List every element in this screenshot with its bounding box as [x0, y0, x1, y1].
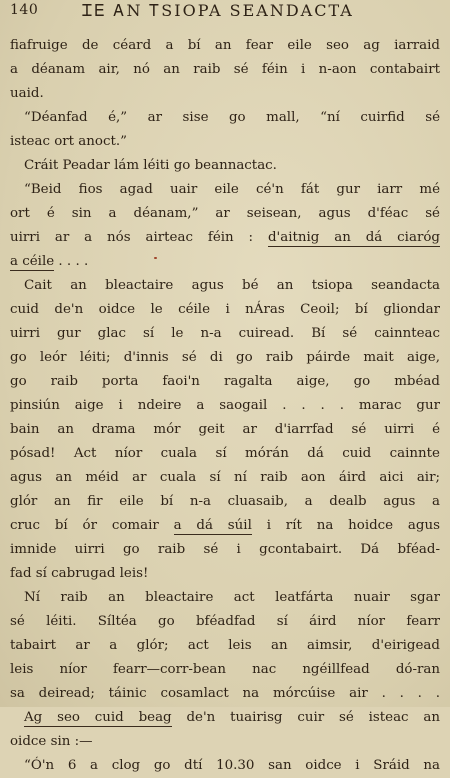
- text-line: glór an fir eile bí n-a cluasaib, a dealb agus a: [10, 494, 440, 509]
- text-line: a céile . . . .: [10, 254, 89, 269]
- underlined-phrase: a dá súil: [173, 518, 252, 533]
- text-line: oidce sin :—: [10, 734, 93, 749]
- text-line: pósad! Act níor cuala sí mórán dá cuid cainnte: [10, 446, 440, 461]
- text-line: Cráit Peadar lám léiti go beannactac.: [24, 158, 277, 173]
- text-line: go raib porta faoi'n ragalta aige, go mbéad: [10, 374, 440, 389]
- body-text: [10, 34, 440, 778]
- text-line: sa deiread; táinic cosamlact na mórcúise air . . . .: [10, 686, 440, 701]
- text-line: fiafruige de céard a bí an fear eile seo ag iarraid: [10, 38, 440, 53]
- text-line: agus an méid ar cuala sí ní raib aon áird aici air;: [10, 470, 440, 485]
- page-header: [10, 2, 438, 24]
- text-line: bain an drama mór geit ar d'iarrfad sé uirri é: [10, 422, 440, 437]
- text-line: leis níor fearr—corr-bean nac ngéillfead dó-ran: [10, 662, 440, 677]
- underlined-phrase: Ag seo cuid beag: [24, 710, 172, 725]
- text-line: fad sí cabrugad leis!: [10, 566, 149, 581]
- underlined-phrase: a céile: [10, 254, 55, 269]
- text-line: Cait an bleactaire agus bé an tsiopa seandacta: [24, 278, 440, 293]
- running-title: ᏆᎬ ᎪN ᎢSIOPA SEANDACTA: [82, 1, 354, 20]
- text-line: Ní raib an bleactaire act leatfárta nuair sgar: [24, 590, 440, 605]
- text-line: go leór léiti; d'innis sé di go raib páirde mait aige,: [10, 350, 440, 365]
- text-line: cruc bí ór comair a dá súil i rít na hoidce agus: [10, 518, 440, 533]
- text-line: “Beid fios agad uair eile cé'n fát gur iarr mé: [24, 182, 440, 197]
- text-line: sé léiti. Síltéa go bféadfad sí áird níor fearr: [10, 614, 440, 629]
- text-line: Ag seo cuid beag de'n tuairisg cuir sé isteac an: [24, 710, 440, 725]
- text-line: ort é sin a déanam,” ar seisean, agus d'féac sé: [10, 206, 440, 221]
- text-line: isteac ort anoct.”: [10, 134, 127, 149]
- text-line: uaid.: [10, 86, 44, 101]
- text-line: tabairt ar a glór; act leis an aimsir, d'eirigead: [10, 638, 440, 653]
- ink-mark: [154, 257, 157, 259]
- text-line: pinsiún aige i ndeire a saogail . . . . marac gur: [10, 398, 440, 413]
- page-number: 140: [10, 2, 39, 18]
- text-line: “Ó'n 6 a clog go dtí 10.30 san oidce i Sráid na: [24, 758, 440, 773]
- text-line: imnide uirri go raib sé i gcontabairt. Dá bféad-: [10, 542, 440, 557]
- text-line: a déanam air, nó an raib sé féin i n-aon contabairt: [10, 62, 440, 77]
- text-line: “Déanfad é,” ar sise go mall, “ní cuirfid sé: [24, 110, 440, 125]
- text-line: uirri ar a nós airteac féin : d'aitnig an dá ciaróg: [10, 230, 440, 245]
- text-line: uirri gur glac sí le n-a cuiread. Bí sé cainnteac: [10, 326, 440, 341]
- text-line: cuid de'n oidce le céile i nÁras Ceoil; bí gliondar: [10, 302, 440, 317]
- underlined-phrase: d'aitnig an dá ciaróg: [267, 230, 440, 245]
